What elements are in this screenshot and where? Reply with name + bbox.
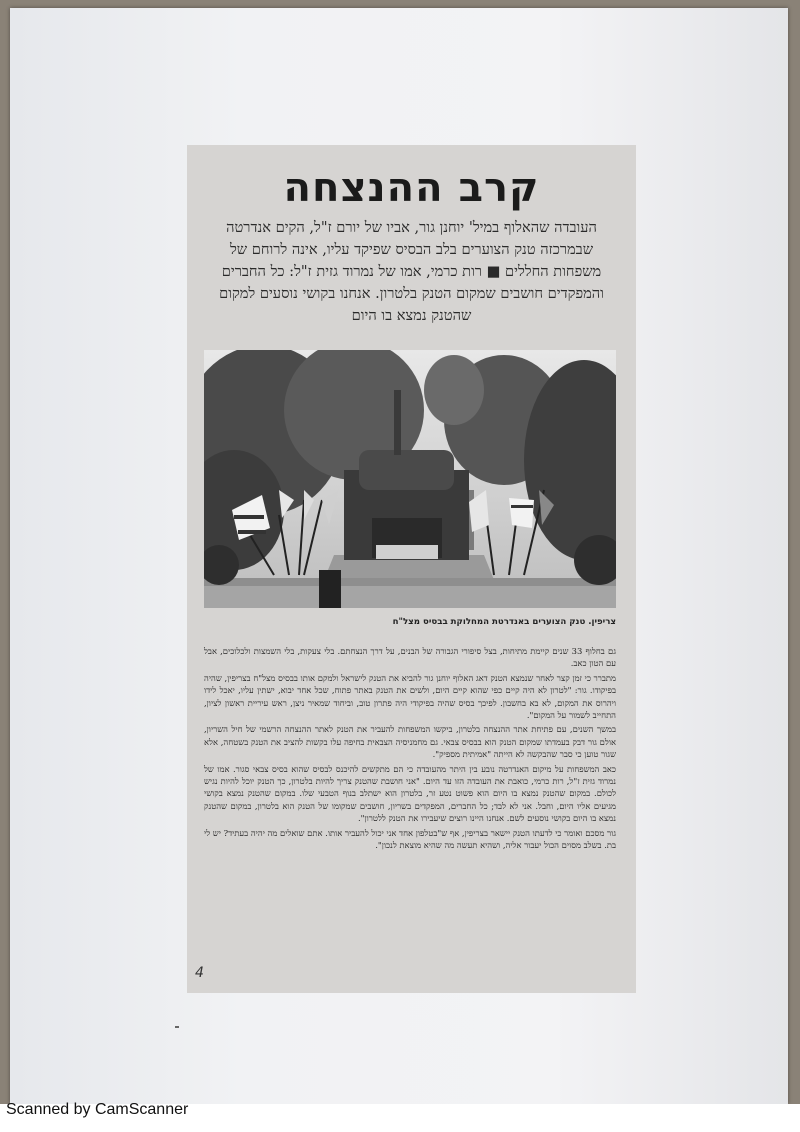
article-paragraph: גור מסכם ואומר כי לדעתו הטנק יישאר בצריפין, אף ש"בטלפון אחד אני יכול להעביר אותו. אתם שואלים מה יהיה בעתיד? יש לי בת. בשלב מסוים הכול יעבור אליה, ושהיא תעשה מה שהיא מוצאת לנכון".: [204, 827, 616, 851]
article-body: [204, 645, 616, 852]
photo-caption: צריפין. טנק הצוערים באנדרטת המחלוקת בבסיס מצל"ח: [392, 617, 616, 627]
article-paragraph: מתברר כי זמן קצר לאחר שנמצא הטנק דאג האלוף יוחנן גור להביא את הטנק לישראל ולמקם אותו בבסיס מצל"ח בצריפין, שהיה בפיקודו. גור: "לטרון לא היה קיים כפי שהוא קיים היום, ולשים את הטנק באתר פתוח, שכל אחד יבוא, ישתין עליו, יאכל לידו ויהרוס את המקום, לא בא בחשבון. לפיכך בסיס שהיה בפיקודי היה פתרון טוב, וביחוד שמאיר ניצן, ראש עיריית ראשון לציון, התחייב לשמור על המקום".: [204, 672, 616, 721]
article-paragraph: במשך השנים, עם פתיחת אתר ההנצחה בלטרון, ביקשו המשפחות להעביר את הטנק לאתר ההנצחה הרשמי של חיל השריון, אולם גור דבק בעמדתו שמקום הטנק הוא בבסיס צבאי. גם מחמניסיה הצבאית בחיפה עלו בקשות להציב את הטנק בשטחה, אלא שגור טוען כי סבר שהבקשה לא הייתה "אמיתית מספיק".: [204, 724, 616, 760]
newspaper-clipping: [187, 145, 636, 993]
scanned-page: [10, 8, 788, 1104]
article-paragraph: גם בחלוף 33 שנים קיימת מתיחות, בצל סיפורי הגבורה של הבנים, על דרך הנצחתם. בלי צעקות, בלי השמצות ולכלוכים, אבל עם הטון כאב.: [204, 646, 616, 669]
tank-memorial-photo: [204, 350, 616, 608]
tank-photo-illustration: [204, 350, 616, 608]
article-headline: קרב ההנצחה: [283, 165, 540, 211]
scanner-watermark: Scanned by CamScanner: [6, 1101, 189, 1118]
article-subhead: העובדה שהאלוף במיל' יוחנן גור, אביו של יורם ז"ל, הקים אנדרטה שבמרכזה טנק הצוערים בלב הבסיס שפיקד עליו, אינה לרוחם של משפחות החללים ■ רות כרמי, אמו של נמרוד גזית ז"ל: כל החברים והמפקדים חושבים שמקום הטנק בלטרון. אנחנו בקושי נוסעים למקום שהטנק נמצא בו היום: [219, 219, 604, 324]
page-number: 4: [195, 965, 204, 981]
article-paragraph: כאב המשפחות על מיקום האנדרטה נובע בין היתר מהעובדה כי הם מתקשים להיכנס לבסיס שהוא בסיס צבאי סגור. אמו של נמרוד גזית ז"ל, רות כרמי, כואבת את העובדה הזו עד היום. "אני חושבת שהטנק צריך להיות בלטרון, כך הטנק יוכל להיות נגיש לכולם. במקום שהטנק נמצא בו היום הוא פשוט נטע זר, בלטרון הוא ישתלב בנוף הטבעי שלו. במקום שהטנק נמצא בקושי מגיעים אליו היום, וחבל. אני לא לבד; כל החברים, המפקדים בשריון, חושבים שמקומו של הטנק הוא בלטרון, במקום שהטנק נמצא בו היום בקושי נוסעים לשם. אנחנו היינו רוצים שיעבירו את הטנק ללטרון".: [204, 763, 616, 824]
scan-speck: [175, 1026, 179, 1028]
